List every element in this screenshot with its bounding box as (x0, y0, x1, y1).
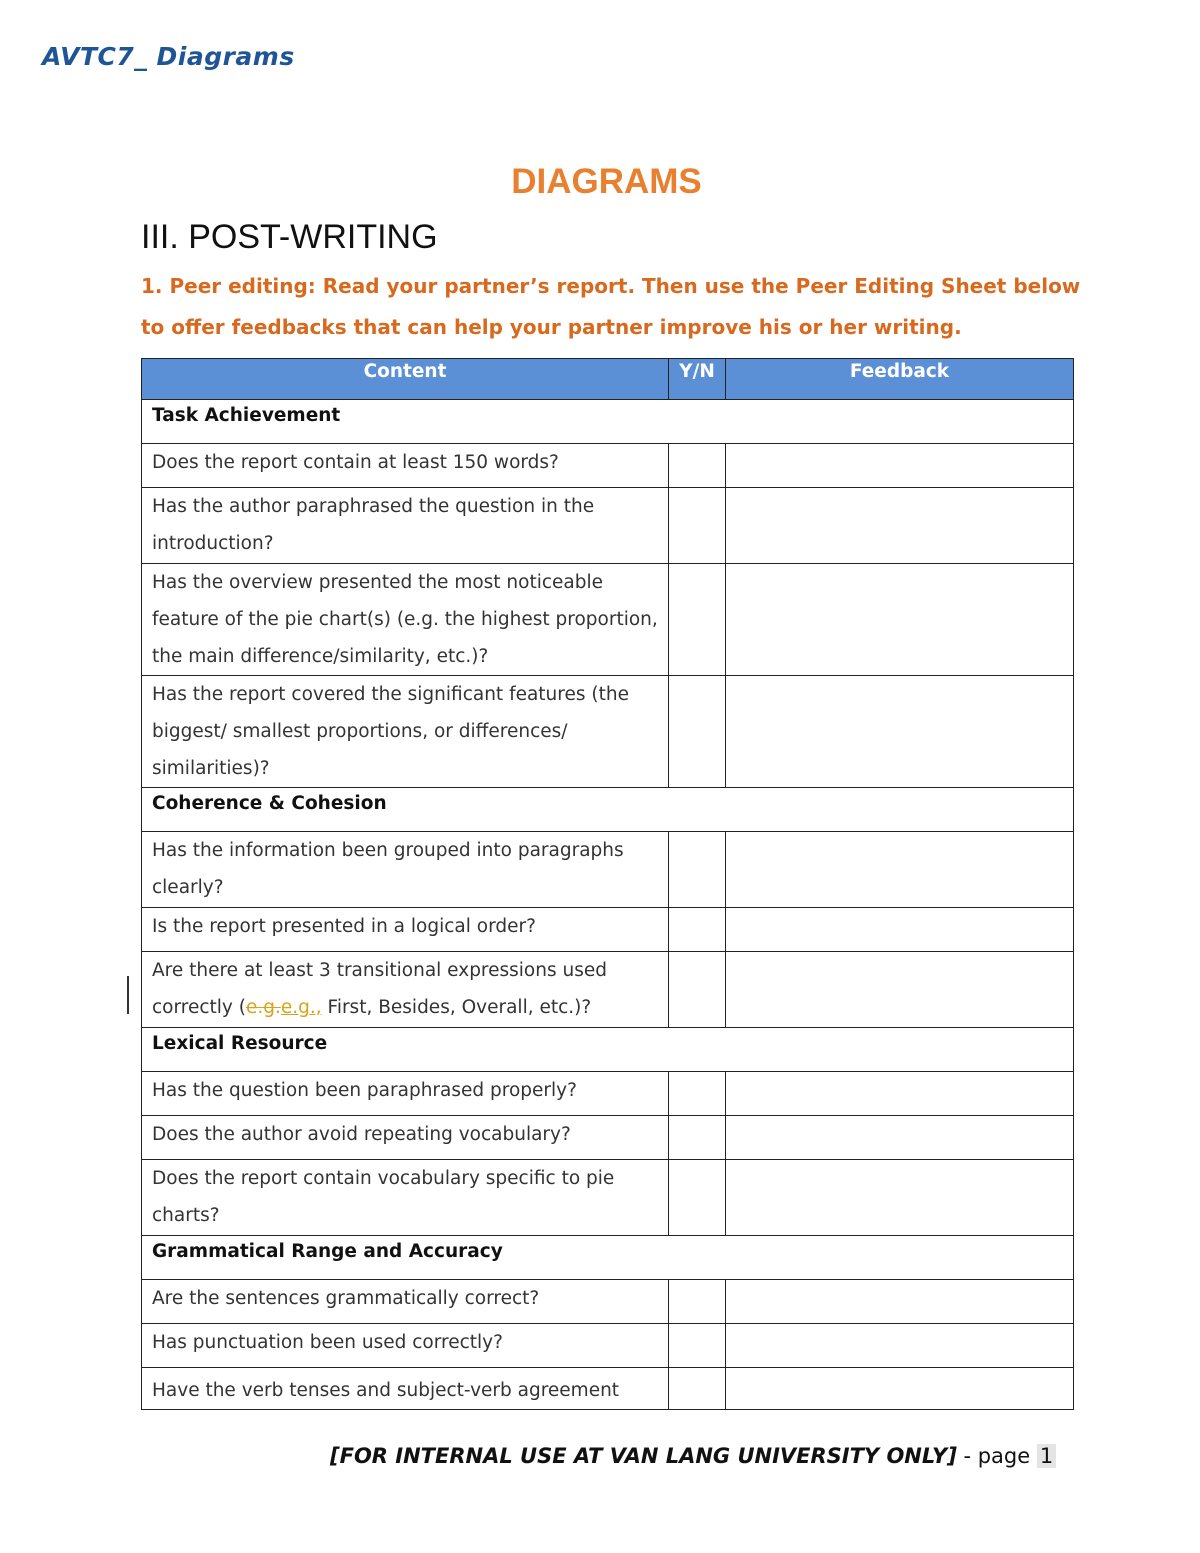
table-row (142, 564, 1074, 676)
yn-cell[interactable] (669, 676, 726, 788)
feedback-cell[interactable] (726, 488, 1074, 564)
feedback-cell[interactable] (726, 1116, 1074, 1160)
section-heading: III. POST-WRITING (141, 218, 438, 256)
feedback-cell[interactable] (726, 676, 1074, 788)
feedback-cell[interactable] (726, 564, 1074, 676)
section-row (142, 400, 1074, 444)
feedback-cell[interactable] (726, 908, 1074, 952)
header-content: Content (142, 359, 669, 400)
yn-cell[interactable] (669, 908, 726, 952)
section-row (142, 1236, 1074, 1280)
question-cell-tracked (142, 952, 669, 1028)
table-row (142, 1116, 1074, 1160)
table-row (142, 1280, 1074, 1324)
table-row (142, 952, 1074, 1028)
deleted-text: e.g. (245, 997, 281, 1018)
yn-cell[interactable] (669, 444, 726, 488)
yn-cell[interactable] (669, 952, 726, 1028)
section-row (142, 1028, 1074, 1072)
yn-cell[interactable] (669, 1368, 726, 1410)
peer-editing-instruction: 1. Peer editing: Read your partner’s report. Then use the Peer Editing Sheet below to offer feedbacks that can help your partner improve his or her writing. (141, 274, 1081, 339)
feedback-cell[interactable] (726, 952, 1074, 1028)
page-footer (330, 1444, 1056, 1468)
yn-cell[interactable] (669, 1324, 726, 1368)
table-row (142, 444, 1074, 488)
section-title-lexical-resource: Lexical Resource (142, 1028, 1074, 1072)
change-bar-marker (127, 976, 129, 1014)
page-number: 1 (1037, 1444, 1056, 1468)
question-cell: Has the report covered the significant features (the biggest/ smallest proportions, or differences/ similarities)? (142, 676, 669, 788)
table-row (142, 488, 1074, 564)
table-row (142, 1324, 1074, 1368)
document-title: DIAGRAMS (511, 162, 702, 201)
question-cell: Does the report contain at least 150 words? (142, 444, 669, 488)
question-cell: Has the question been paraphrased properly? (142, 1072, 669, 1116)
yn-cell[interactable] (669, 1116, 726, 1160)
feedback-cell[interactable] (726, 1160, 1074, 1236)
feedback-cell[interactable] (726, 832, 1074, 908)
section-title-coherence-cohesion: Coherence & Cohesion (142, 788, 1074, 832)
footer-notice: [FOR INTERNAL USE AT VAN LANG UNIVERSITY ONLY] (330, 1444, 957, 1468)
feedback-cell[interactable] (726, 1072, 1074, 1116)
section-row (142, 788, 1074, 832)
yn-cell[interactable] (669, 1160, 726, 1236)
table-row (142, 1368, 1074, 1410)
question-text: First, Besides, Overall, etc.)? (321, 997, 592, 1018)
table-row (142, 1072, 1074, 1116)
question-cell: Have the verb tenses and subject-verb agreement (142, 1368, 669, 1410)
question-text: Are there at least 3 transitional expressions used correctly ( (152, 960, 607, 1018)
table-row (142, 832, 1074, 908)
feedback-cell[interactable] (726, 1368, 1074, 1410)
question-cell: Is the report presented in a logical order? (142, 908, 669, 952)
yn-cell[interactable] (669, 1280, 726, 1324)
feedback-cell[interactable] (726, 1324, 1074, 1368)
yn-cell[interactable] (669, 832, 726, 908)
yn-cell[interactable] (669, 564, 726, 676)
header-feedback: Feedback (726, 359, 1074, 400)
question-cell: Has the author paraphrased the question in the introduction? (142, 488, 669, 564)
question-cell: Has punctuation been used correctly? (142, 1324, 669, 1368)
question-cell: Are the sentences grammatically correct? (142, 1280, 669, 1324)
table-row (142, 1160, 1074, 1236)
inserted-text: e.g., (280, 997, 322, 1018)
table-row (142, 908, 1074, 952)
question-cell: Has the information been grouped into paragraphs clearly? (142, 832, 669, 908)
section-title-grammatical-range: Grammatical Range and Accuracy (142, 1236, 1074, 1280)
peer-editing-table (141, 358, 1074, 1410)
section-title-task-achievement: Task Achievement (142, 400, 1074, 444)
running-header-title: AVTC7_ Diagrams (42, 42, 295, 71)
yn-cell[interactable] (669, 1072, 726, 1116)
header-yn: Y/N (669, 359, 726, 400)
table-header-row (142, 359, 1074, 400)
yn-cell[interactable] (669, 488, 726, 564)
question-cell: Does the report contain vocabulary specific to pie charts? (142, 1160, 669, 1236)
question-cell: Has the overview presented the most noticeable feature of the pie chart(s) (e.g. the highest proportion, the main difference/similarity, etc.)? (142, 564, 669, 676)
question-cell: Does the author avoid repeating vocabulary? (142, 1116, 669, 1160)
table-row (142, 676, 1074, 788)
footer-separator: - page (956, 1444, 1037, 1468)
feedback-cell[interactable] (726, 444, 1074, 488)
feedback-cell[interactable] (726, 1280, 1074, 1324)
